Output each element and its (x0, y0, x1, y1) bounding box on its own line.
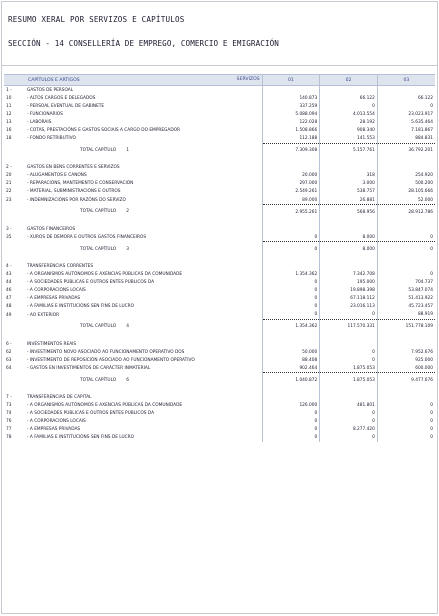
article-code: 64 (6, 366, 12, 372)
total-code-cell (4, 205, 25, 220)
table-row (4, 426, 435, 434)
article-description: - A SOCIEDADES PÚBLICAS E OUTROS ENTES PÚBLICOS DA (27, 280, 155, 286)
report-title: RESUMO XERAL POR SERVIZOS E CAPÍTULOS (8, 15, 185, 24)
article-description: - INVESTIMENTO NOVO ASOCIADO AO FUNCIONAMENTO OPERATIVO DOS (27, 349, 185, 355)
table-row (4, 233, 435, 242)
total-label: TOTAL CAPÍTULO (80, 246, 117, 252)
chapter-code: 2 - (6, 165, 12, 171)
value-cell: 122.028 (262, 118, 320, 126)
article-code: 48 (6, 304, 12, 310)
value-cell: 26.881 (320, 196, 378, 205)
chapter-title: TRANSFERENCIAS DE CAPITAL (27, 394, 92, 400)
value-cell (377, 340, 435, 348)
header-code-cell (4, 75, 25, 86)
table-row (4, 135, 435, 144)
value-cell: 0 (262, 295, 320, 303)
value-cell (377, 86, 435, 95)
table-row (4, 418, 435, 426)
chapter-code: 6 - (6, 341, 12, 347)
table-row (4, 270, 435, 278)
value-cell: 1.354.362 (262, 270, 320, 278)
value-cell: 600.000 (377, 364, 435, 373)
total-value-cell: 1.875.053 (320, 373, 378, 388)
article-code: 74 (6, 411, 12, 417)
chapter-title: INVESTIMENTOS REAIS (27, 341, 77, 347)
total-chapter-number: 1 (126, 147, 129, 153)
value-cell (320, 393, 378, 401)
value-cell: 19.898.398 (320, 287, 378, 295)
table-row (4, 188, 435, 196)
budget-table (4, 74, 435, 442)
value-cell: 141.553 (320, 135, 378, 144)
value-cell: 88.408 (262, 356, 320, 364)
value-cell: 0 (262, 279, 320, 287)
value-cell: 126.000 (262, 401, 320, 409)
value-cell: 0 (377, 426, 435, 434)
total-value-cell: 0 (377, 242, 435, 257)
value-cell: 51.413.922 (377, 295, 435, 303)
chapter-heading-row (4, 393, 435, 401)
table-row (4, 348, 435, 356)
total-code-cell (4, 319, 25, 334)
table-row (4, 110, 435, 118)
value-cell: 337.259 (262, 102, 320, 110)
chapter-title: GASTOS EN BENS CORRENTES E SERVIZOS (27, 165, 120, 171)
value-cell: 5.088.094 (262, 110, 320, 118)
value-cell (262, 86, 320, 95)
value-cell: 66.122 (320, 94, 378, 102)
article-description: - MATERIAL, SUBMINISTRACIÓNS E OUTROS (27, 189, 121, 195)
article-code: 62 (6, 349, 12, 355)
value-cell: 0 (262, 434, 320, 442)
header-concept-label: CAPÍTULOS E ARTIGOS (28, 77, 80, 83)
value-cell (320, 225, 378, 233)
article-code: 35 (6, 235, 12, 241)
article-code: 76 (6, 419, 12, 425)
value-cell: 0 (377, 102, 435, 110)
table-row (4, 410, 435, 418)
value-cell: 0 (377, 401, 435, 409)
article-code: 22 (6, 189, 12, 195)
value-cell: 67.118.112 (320, 295, 378, 303)
value-cell: 0 (262, 426, 320, 434)
chapter-code: 4 - (6, 263, 12, 269)
article-description: - PERSOAL EVENTUAL DE GABINETE (27, 103, 105, 109)
value-cell: 0 (320, 410, 378, 418)
article-description: - GASTOS EN INVESTIMENTOS DE CARÁCTER INMATERIAL (27, 366, 151, 372)
value-cell: 318 (320, 172, 378, 180)
article-code: 63 (6, 357, 12, 363)
header-column-03: 03 (377, 75, 435, 86)
total-chapter-number: 6 (126, 377, 129, 383)
table-row (4, 434, 435, 442)
total-value-cell: 7.309.308 (262, 143, 320, 158)
article-code: 44 (6, 280, 12, 286)
value-cell: 0 (320, 348, 378, 356)
table-row (4, 180, 435, 188)
table-header-row (4, 75, 435, 86)
chapter-total-row (4, 242, 435, 257)
value-cell: 7.181.867 (377, 126, 435, 134)
header-concept-cell (25, 75, 262, 86)
article-description: - LABORAIS (27, 119, 52, 125)
article-code: 21 (6, 181, 12, 187)
value-cell: 0 (262, 303, 320, 311)
article-description: - FUNCIONARIOS (27, 111, 63, 117)
value-cell (320, 340, 378, 348)
article-description: - COTAS, PRESTACIÓNS E GASTOS SOCIAIS A CARGO DO EMPREGADOR (27, 128, 180, 134)
value-cell: 4.013.554 (320, 110, 378, 118)
chapter-total-row (4, 373, 435, 388)
value-cell: 1.508.866 (262, 126, 320, 134)
article-code: 13 (6, 119, 12, 125)
chapter-heading-row (4, 86, 435, 95)
article-description: - A FAMILIAS E INSTITUCIÓNS SEN FINS DE LUCRO (27, 304, 134, 310)
value-cell: 28.105.666 (377, 188, 435, 196)
chapter-title: GASTOS DE PERSOAL (27, 87, 74, 93)
total-value-cell: 117.570.331 (320, 319, 378, 334)
article-code: 47 (6, 296, 12, 302)
chapter-title: GASTOS FINANCEIROS (27, 226, 76, 232)
total-chapter-number: 2 (126, 209, 129, 215)
value-cell: 23.023.917 (377, 110, 435, 118)
total-label-cell (25, 205, 262, 220)
table-row (4, 356, 435, 364)
value-cell: 50.000 (262, 348, 320, 356)
value-cell: 20.000 (262, 172, 320, 180)
value-cell (262, 393, 320, 401)
total-value-cell: 28.912.786 (377, 205, 435, 220)
value-cell: 8.277.420 (320, 426, 378, 434)
article-description: - A ORGANISMOS AUTÓNOMOS E AXENCIAS PÚBLICAS DA COMUNIDADE (27, 271, 183, 277)
value-cell (320, 262, 378, 270)
article-description: - A SOCIEDADES PÚBLICAS E OUTROS ENTES PÚBLICOS DA (27, 411, 155, 417)
table-row (4, 295, 435, 303)
value-cell: 500.200 (377, 180, 435, 188)
value-cell: 3.000 (320, 180, 378, 188)
total-value-cell: 568.956 (320, 205, 378, 220)
total-label-cell (25, 319, 262, 334)
value-cell: 0 (262, 410, 320, 418)
article-code: 11 (6, 103, 12, 109)
total-value-cell: 151.778.109 (377, 319, 435, 334)
article-code: 20 (6, 173, 12, 179)
total-value-cell: 2.955.261 (262, 205, 320, 220)
table-row (4, 401, 435, 409)
value-cell: 0 (320, 418, 378, 426)
value-cell: 0 (262, 311, 320, 320)
article-code: 12 (6, 111, 12, 117)
value-cell (377, 393, 435, 401)
total-label-cell (25, 373, 262, 388)
article-code: 18 (6, 136, 12, 142)
table-row (4, 364, 435, 373)
total-value-cell: 9.477.676 (377, 373, 435, 388)
value-cell: 89.000 (262, 196, 320, 205)
value-cell: 5.635.464 (377, 118, 435, 126)
article-code: 23 (6, 197, 12, 203)
value-cell: 45.723.457 (377, 303, 435, 311)
value-cell (262, 225, 320, 233)
value-cell: 0 (320, 311, 378, 320)
total-value-cell: 1.354.362 (262, 319, 320, 334)
total-chapter-number: 3 (126, 246, 129, 252)
article-description: - A ORGANISMOS AUTÓNOMOS E AXENCIAS PÚBLICAS DA COMUNIDADE (27, 402, 183, 408)
value-cell: 88.919 (377, 311, 435, 320)
value-cell: 704.737 (377, 279, 435, 287)
value-cell: 0 (377, 418, 435, 426)
table-row (4, 287, 435, 295)
value-cell: 53.847.074 (377, 287, 435, 295)
value-cell (320, 164, 378, 172)
value-cell: 0 (320, 356, 378, 364)
value-cell: 23.016.113 (320, 303, 378, 311)
total-code-cell (4, 143, 25, 158)
value-cell (377, 164, 435, 172)
report-page (1, 1, 438, 614)
header-column-01: 01 (262, 75, 320, 86)
table-row (4, 126, 435, 134)
chapter-code: 1 - (6, 87, 12, 93)
value-cell: 0 (320, 102, 378, 110)
chapter-title: TRANSFERENCIAS CORRENTES (27, 263, 94, 269)
title-divider (2, 65, 437, 66)
table-row (4, 172, 435, 180)
value-cell: 140.873 (262, 94, 320, 102)
total-value-cell: 5.157.761 (320, 143, 378, 158)
value-cell: 908.340 (320, 126, 378, 134)
value-cell: 0 (262, 233, 320, 242)
chapter-heading-row (4, 340, 435, 348)
value-cell (320, 86, 378, 95)
value-cell: 538.757 (320, 188, 378, 196)
total-label-cell (25, 242, 262, 257)
value-cell: 297.000 (262, 180, 320, 188)
article-code: 46 (6, 288, 12, 294)
value-cell (262, 262, 320, 270)
table-row (4, 311, 435, 320)
article-code: 10 (6, 95, 12, 101)
value-cell: 7.342.708 (320, 270, 378, 278)
total-label: TOTAL CAPÍTULO (80, 324, 117, 330)
total-label: TOTAL CAPÍTULO (80, 147, 117, 153)
article-description: - ALTOS CARGOS E DELEGADOS (27, 95, 96, 101)
total-label: TOTAL CAPÍTULO (80, 209, 117, 215)
chapter-total-row (4, 319, 435, 334)
table-row (4, 94, 435, 102)
article-code: 16 (6, 128, 12, 134)
table-row (4, 102, 435, 110)
article-code: 43 (6, 271, 12, 277)
chapter-total-row (4, 143, 435, 158)
value-cell: 2.549.261 (262, 188, 320, 196)
value-cell: 28.192 (320, 118, 378, 126)
total-value-cell: 8.000 (320, 242, 378, 257)
total-value-cell: 0 (262, 242, 320, 257)
value-cell (377, 225, 435, 233)
article-description: - REPARACIÓNS, MANTEMENTO E CONSERVACIÓN (27, 181, 134, 187)
value-cell: 884.831 (377, 135, 435, 144)
table-row (4, 303, 435, 311)
value-cell (262, 340, 320, 348)
total-chapter-number: 4 (126, 324, 129, 330)
total-code-cell (4, 373, 25, 388)
article-description: - AO EXTERIOR (27, 312, 60, 318)
value-cell: 0 (262, 418, 320, 426)
article-description: - A EMPRESAS PRIVADAS (27, 427, 81, 433)
article-code: 73 (6, 402, 12, 408)
value-cell: 7.952.676 (377, 348, 435, 356)
table-row (4, 118, 435, 126)
chapter-code: 3 - (6, 226, 12, 232)
chapter-heading-row (4, 164, 435, 172)
value-cell: 925.000 (377, 356, 435, 364)
value-cell: 0 (377, 434, 435, 442)
header-services-label: SERVIZOS (236, 77, 260, 82)
total-label: TOTAL CAPÍTULO (80, 377, 117, 383)
value-cell (262, 164, 320, 172)
total-code-cell (4, 242, 25, 257)
value-cell: 8.000 (320, 233, 378, 242)
article-description: - A EMPRESAS PRIVADAS (27, 296, 81, 302)
chapter-heading-row (4, 262, 435, 270)
value-cell: 0 (377, 270, 435, 278)
article-code: 49 (6, 312, 12, 318)
value-cell: 1.875.053 (320, 364, 378, 373)
value-cell: 0 (377, 233, 435, 242)
value-cell: 112.188 (262, 135, 320, 144)
table-row (4, 196, 435, 205)
header-column-02: 02 (320, 75, 378, 86)
value-cell: 902.464 (262, 364, 320, 373)
table-body (4, 86, 435, 442)
value-cell: 481.801 (320, 401, 378, 409)
article-code: 77 (6, 427, 12, 433)
chapter-code: 7 - (6, 394, 12, 400)
value-cell: 0 (377, 410, 435, 418)
article-description: - INVESTIMENTO DE REPOSICIÓN ASOCIADO AO FUNCIONAMENTO OPERATIVO (27, 357, 195, 363)
value-cell (377, 262, 435, 270)
table-row (4, 279, 435, 287)
article-description: - INDEMNIZACIÓNS POR RAZÓNS DO SERVIZO (27, 197, 126, 203)
total-value-cell: 36.792.201 (377, 143, 435, 158)
article-code: 78 (6, 435, 12, 441)
value-cell: 52.000 (377, 196, 435, 205)
article-description: - ALUGAMENTOS E CANONS (27, 173, 87, 179)
total-value-cell: 1.040.872 (262, 373, 320, 388)
value-cell: 0 (262, 287, 320, 295)
chapter-total-row (4, 205, 435, 220)
total-label-cell (25, 143, 262, 158)
article-description: - A CORPORACIÓNS LOCAIS (27, 419, 86, 425)
chapter-heading-row (4, 225, 435, 233)
article-description: - XUROS DE DEMORA E OUTROS GASTOS FINANCEIROS (27, 235, 147, 241)
value-cell: 66.122 (377, 94, 435, 102)
value-cell: 0 (320, 434, 378, 442)
value-cell: 195.000 (320, 279, 378, 287)
section-title: SECCIÓN - 14 CONSELLERÍA DE EMPREGO, COMERCIO E EMIGRACIÓN (8, 39, 279, 48)
value-cell: 254.920 (377, 172, 435, 180)
article-description: - FONDO RETRIBUTIVO (27, 136, 76, 142)
article-description: - A CORPORACIÓNS LOCAIS (27, 288, 86, 294)
article-description: - A FAMILIAS E INSTITUCIÓNS SEN FINS DE LUCRO (27, 435, 134, 441)
